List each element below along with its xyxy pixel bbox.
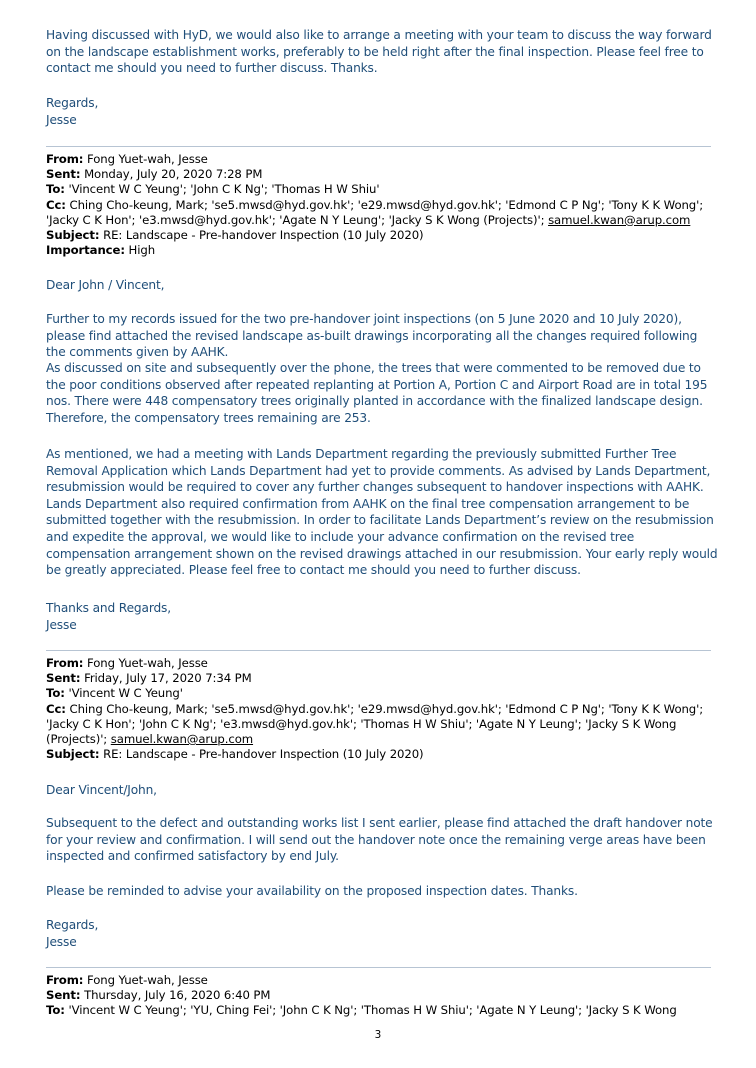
subject-label: Subject: (46, 228, 100, 243)
subject-value: RE: Landscape - Pre-handover Inspection (10 July 2020) (103, 747, 424, 762)
to-value: 'Vincent W C Yeung' (68, 686, 183, 701)
intro-signature: Jesse (46, 113, 77, 127)
email1-header (46, 152, 718, 258)
email1-cc-row (46, 198, 718, 228)
sent-value: Monday, July 20, 2020 7:28 PM (84, 167, 263, 182)
cc-value: Ching Cho-keung, Mark; 'se5.mwsd@hyd.gov.hk'; 'e29.mwsd@hyd.gov.hk'; 'Edmond C P Ng'; 'Tony K K Wong'; 'Jacky C K Hon'; 'e3.mwsd@hyd.gov.hk'; 'Agate N Y Leung'; 'Jacky S K Wong (Projects)'; (46, 197, 704, 227)
intro-regards: Regards, (46, 96, 99, 110)
sent-label: Sent: (46, 671, 81, 686)
cc-label: Cc: (46, 701, 66, 716)
email1-sent-row (46, 167, 718, 182)
to-label: To: (46, 686, 65, 701)
email2-cc-row (46, 702, 718, 748)
sent-label: Sent: (46, 167, 81, 182)
to-value: 'Vincent W C Yeung'; 'YU, Ching Fei'; 'John C K Ng'; 'Thomas H W Shiu'; 'Agate N Y Leung'; 'Jacky S K Wong (68, 1003, 677, 1018)
subject-value: RE: Landscape - Pre-handover Inspection (10 July 2020) (103, 228, 424, 243)
email2-sent-row (46, 671, 718, 686)
email2-closing: Regards, (46, 918, 99, 932)
to-label: To: (46, 182, 65, 197)
email2-to-row (46, 686, 718, 701)
email2-from-row (46, 656, 718, 671)
email-separator (46, 967, 711, 968)
email2-signature: Jesse (46, 935, 77, 949)
sent-value: Friday, July 17, 2020 7:34 PM (84, 671, 252, 686)
from-label: From: (46, 656, 84, 670)
page-number: 3 (374, 1029, 382, 1041)
from-value: Fong Yuet-wah, Jesse (87, 656, 208, 670)
email2-greeting: Dear Vincent/John, (46, 783, 157, 797)
email3-header (46, 973, 718, 1019)
intro-paragraph: Having discussed with HyD, we would also like to arrange a meeting with your team to discuss the way forward on the landscape establishment works, preferably to be held right after the final inspection. Please feel free to contact me should you need to further discuss. Thanks. (46, 28, 712, 76)
email1-paragraph-1: Further to my records issued for the two pre-handover joint inspections (on 5 June 2020 and 10 July 2020), please find attached the revised landscape as-built drawings incorporating all the changes required following the comments given by AAHK. (46, 312, 698, 360)
email1-importance-row (46, 243, 718, 258)
email2-paragraph-2: Please be reminded to advise your availability on the proposed inspection dates. Thanks. (46, 884, 578, 898)
to-label: To: (46, 1003, 65, 1018)
email1-paragraph-3: As mentioned, we had a meeting with Lands Department regarding the previously submitted Further Tree Removal Application which Lands Department had yet to provide comments. As advised by Lands Department, resubmission would be required to cover any further changes subsequent to handover inspections with AAHK. Lands Department also required confirmation from AAHK on the final tree compensation arrangement to be submitted together with the resubmission. In order to facilitate Lands Department’s review on the resubmission and expedite the approval, we would like to include your advance confirmation on the revised tree compensation arrangement shown on the revised drawings attached in our resubmission. Your early reply would be greatly appreciated. Please feel free to contact me should you need to further discuss. (46, 447, 718, 578)
email2-header (46, 656, 718, 762)
cc-value: Ching Cho-keung, Mark; 'se5.mwsd@hyd.gov.hk'; 'e29.mwsd@hyd.gov.hk'; 'Edmond C P Ng'; 'Tony K K Wong'; 'Jacky C K Hon'; 'John C K Ng'; 'e3.mwsd@hyd.gov.hk'; 'Thomas H W Shiu'; 'Agate N Y Leung'; 'Jacky S K Wong (Projects)'; (46, 701, 704, 747)
email1-greeting: Dear John / Vincent, (46, 278, 165, 292)
email2-subject-row (46, 747, 718, 762)
email1-to-row (46, 182, 718, 197)
importance-value: High (128, 243, 156, 258)
from-value: Fong Yuet-wah, Jesse (87, 152, 208, 166)
email-link[interactable]: samuel.kwan@arup.com (548, 212, 691, 227)
from-label: From: (46, 973, 84, 987)
importance-label: Importance: (46, 243, 125, 258)
subject-label: Subject: (46, 747, 100, 762)
email2-paragraph-1: Subsequent to the defect and outstanding works list I sent earlier, please find attached the draft handover note for your review and confirmation. I will send out the handover note once the remaining verge areas have been inspected and confirmed satisfactory by end July. (46, 816, 713, 864)
from-label: From: (46, 152, 84, 166)
email1-closing: Thanks and Regards, (46, 601, 171, 615)
to-value: 'Vincent W C Yeung'; 'John C K Ng'; 'Thomas H W Shiu' (68, 182, 380, 197)
email3-from-row (46, 973, 718, 988)
cc-label: Cc: (46, 197, 66, 212)
email3-to-row (46, 1003, 718, 1018)
email1-subject-row (46, 228, 718, 243)
email-separator (46, 650, 711, 651)
from-value: Fong Yuet-wah, Jesse (87, 973, 208, 987)
email-separator (46, 146, 711, 147)
email1-paragraph-2: As discussed on site and subsequently over the phone, the trees that were commented to be removed due to the poor conditions observed after repeated replanting at Portion A, Portion C and Airport Road are in total 195 nos. There were 448 compensatory trees originally planted in accordance with the finalized landscape design. Therefore, the compensatory trees remaining are 253. (46, 361, 708, 425)
email1-signature: Jesse (46, 618, 77, 632)
sent-label: Sent: (46, 988, 81, 1003)
email-link[interactable]: samuel.kwan@arup.com (110, 732, 254, 747)
email3-sent-row (46, 988, 718, 1003)
email1-from-row (46, 152, 718, 167)
sent-value: Thursday, July 16, 2020 6:40 PM (84, 988, 271, 1003)
